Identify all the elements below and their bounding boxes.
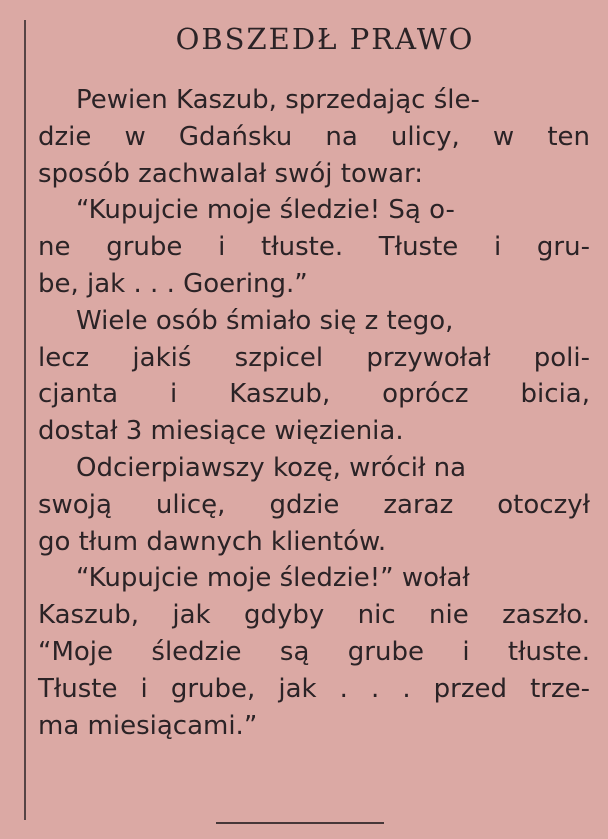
- article-line: sposób zachwalał swój towar:: [38, 158, 424, 189]
- article-line: Odcierpiawszy kozę, wrócił na: [76, 452, 467, 483]
- article-line: swoją ulicę, gdzie zaraz otoczył: [38, 489, 590, 520]
- article-line: ne grube i tłuste. Tłuste i gru-: [38, 232, 590, 263]
- article-line: “Moje śledzie są grube i tłuste.: [38, 636, 590, 667]
- article-title: OBSZEDŁ PRAWO: [175, 22, 475, 56]
- article-line: ma miesiącami.”: [38, 710, 258, 741]
- article-line: Tłuste i grube, jak . . . przed trze-: [38, 673, 590, 704]
- article-line: Pewien Kaszub, sprzedając śle-: [76, 85, 480, 115]
- article-line: dzie w Gdańsku na ulicy, w ten: [38, 121, 590, 152]
- article-line: “Kupujcie moje śledzie! Są o-: [76, 195, 455, 226]
- article-line: be, jak . . . Goering.”: [38, 268, 308, 299]
- article-line: dostał 3 miesiące więzienia.: [38, 416, 404, 447]
- article-end-rule: [216, 822, 384, 824]
- article-line: “Kupujcie moje śledzie!” wołał: [76, 563, 470, 594]
- column-rule-left: [24, 20, 26, 820]
- article-line: lecz jakiś szpicel przywołał poli-: [38, 342, 590, 373]
- article-line: Kaszub, jak gdyby nic nie zaszło.: [38, 600, 590, 631]
- article-line: cjanta i Kaszub, oprócz bicia,: [38, 379, 590, 410]
- article-line: go tłum dawnych klientów.: [38, 526, 387, 557]
- article-body: [38, 82, 590, 744]
- article-line: Wiele osób śmiało się z tego,: [76, 305, 454, 336]
